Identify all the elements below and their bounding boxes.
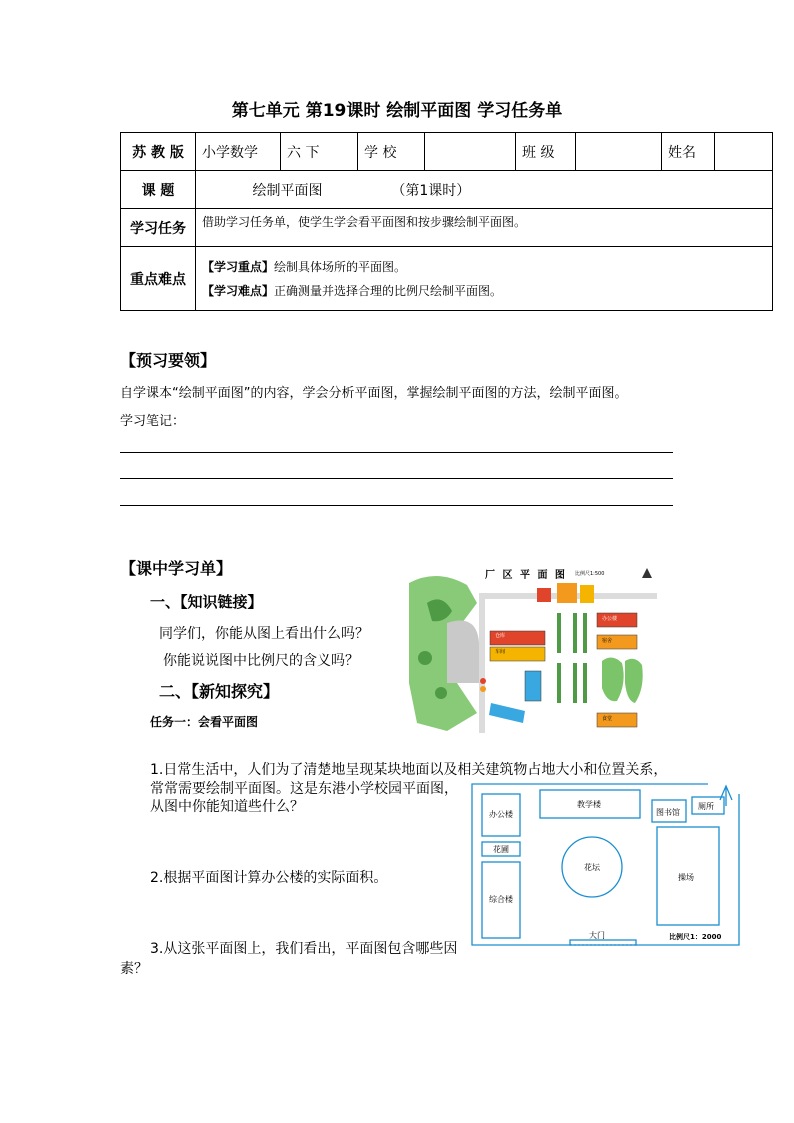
notes-label: 学习笔记：: [120, 414, 186, 429]
factory-plan-image: [407, 563, 657, 733]
key-point-tag: 【学习重点】: [202, 259, 275, 274]
paragraph-1-line-1: 1.日常生活中，人们为了清楚地呈现某块地面以及相关建筑物占地大小和位置关系，: [150, 762, 668, 778]
preview-text: 自学课本“绘制平面图”的内容，学会分析平面图，掌握绘制平面图的方法，绘制平面图。: [120, 386, 628, 401]
note-line-2[interactable]: [120, 478, 673, 479]
class-field[interactable]: [576, 133, 662, 171]
school-field[interactable]: [425, 133, 516, 171]
topic-label: 课 题: [121, 171, 196, 209]
flower-bed-label: 花坛: [584, 863, 600, 872]
task-1-label: 任务一：会看平面图: [150, 715, 259, 729]
school-map-scale: 比例尺1：2000: [669, 933, 722, 941]
name-label: 姓名: [662, 133, 715, 171]
note-line-3[interactable]: [120, 505, 673, 506]
class-sheet-heading: 【课中学习单】: [120, 559, 233, 578]
gate-label: 大门: [589, 931, 605, 940]
factory-label-office: 办公楼: [602, 616, 618, 622]
factory-label-workshop: 车间: [495, 649, 506, 655]
factory-label-dorm: 宿舍: [602, 638, 613, 644]
subject-value: 小学数学: [196, 133, 281, 171]
factory-map-scale: 比例尺1:500: [575, 571, 605, 577]
topic-value: 绘制平面图: [252, 182, 323, 199]
info-table: [120, 132, 773, 311]
paragraph-1-line-3: 从图中你能知道些什么？: [150, 799, 304, 815]
topic-cell: [196, 171, 773, 209]
paragraph-3-line-2: 素？: [120, 961, 148, 977]
question-1: 同学们，你能从图上看出什么吗？: [159, 626, 369, 642]
library-label: 图书馆: [656, 808, 680, 817]
paragraph-3-line-1: 3.从这张平面图上，我们看出，平面图包含哪些因: [150, 941, 458, 957]
name-field[interactable]: [715, 133, 773, 171]
teaching-building-label: 教学楼: [577, 800, 601, 809]
school-plan: [470, 782, 741, 954]
factory-label-warehouse: 仓库: [495, 633, 506, 639]
page-title: 第七单元 第19课时 绘制平面图 学习任务单: [231, 101, 563, 121]
difficulty-tag: 【学习难点】: [202, 283, 275, 298]
garden-label: 花圃: [493, 845, 509, 854]
knowledge-link-heading: 一、【知识链接】: [150, 593, 263, 611]
new-knowledge-heading: 二、【新知探究】: [159, 682, 280, 701]
key-cell: [196, 247, 773, 311]
school-label: 学 校: [358, 133, 425, 171]
toilet-label: 厕所: [698, 802, 714, 811]
edition-label: 苏 教 版: [121, 133, 196, 171]
question-2: 你能说说图中比例尺的含义吗？: [163, 653, 359, 669]
task-label: 学习任务: [121, 209, 196, 247]
factory-label-canteen: 食堂: [602, 716, 613, 722]
topic-period: （第1课时）: [391, 182, 471, 199]
task-value: 借助学习任务单，使学生学会看平面图和按步骤绘制平面图。: [196, 209, 773, 247]
paragraph-2: 2.根据平面图计算办公楼的实际面积。: [150, 870, 388, 886]
complex-building-label: 综合楼: [489, 895, 513, 904]
office-building-label: 办公楼: [489, 810, 513, 819]
difficulty-text: 正确测量并选择合理的比例尺绘制平面图。: [274, 283, 503, 298]
class-label: 班 级: [516, 133, 576, 171]
note-line-1[interactable]: [120, 452, 673, 453]
grade-value: 六 下: [281, 133, 358, 171]
paragraph-1-line-2: 常常需要绘制平面图。这是东港小学校园平面图，: [150, 781, 458, 797]
key-label: 重点难点: [121, 247, 196, 311]
preview-heading: 【预习要领】: [120, 351, 217, 370]
playground-label: 操场: [678, 873, 694, 882]
key-point-text: 绘制具体场所的平面图。: [274, 259, 407, 274]
factory-map-title: 厂 区 平 面 图: [485, 570, 567, 581]
